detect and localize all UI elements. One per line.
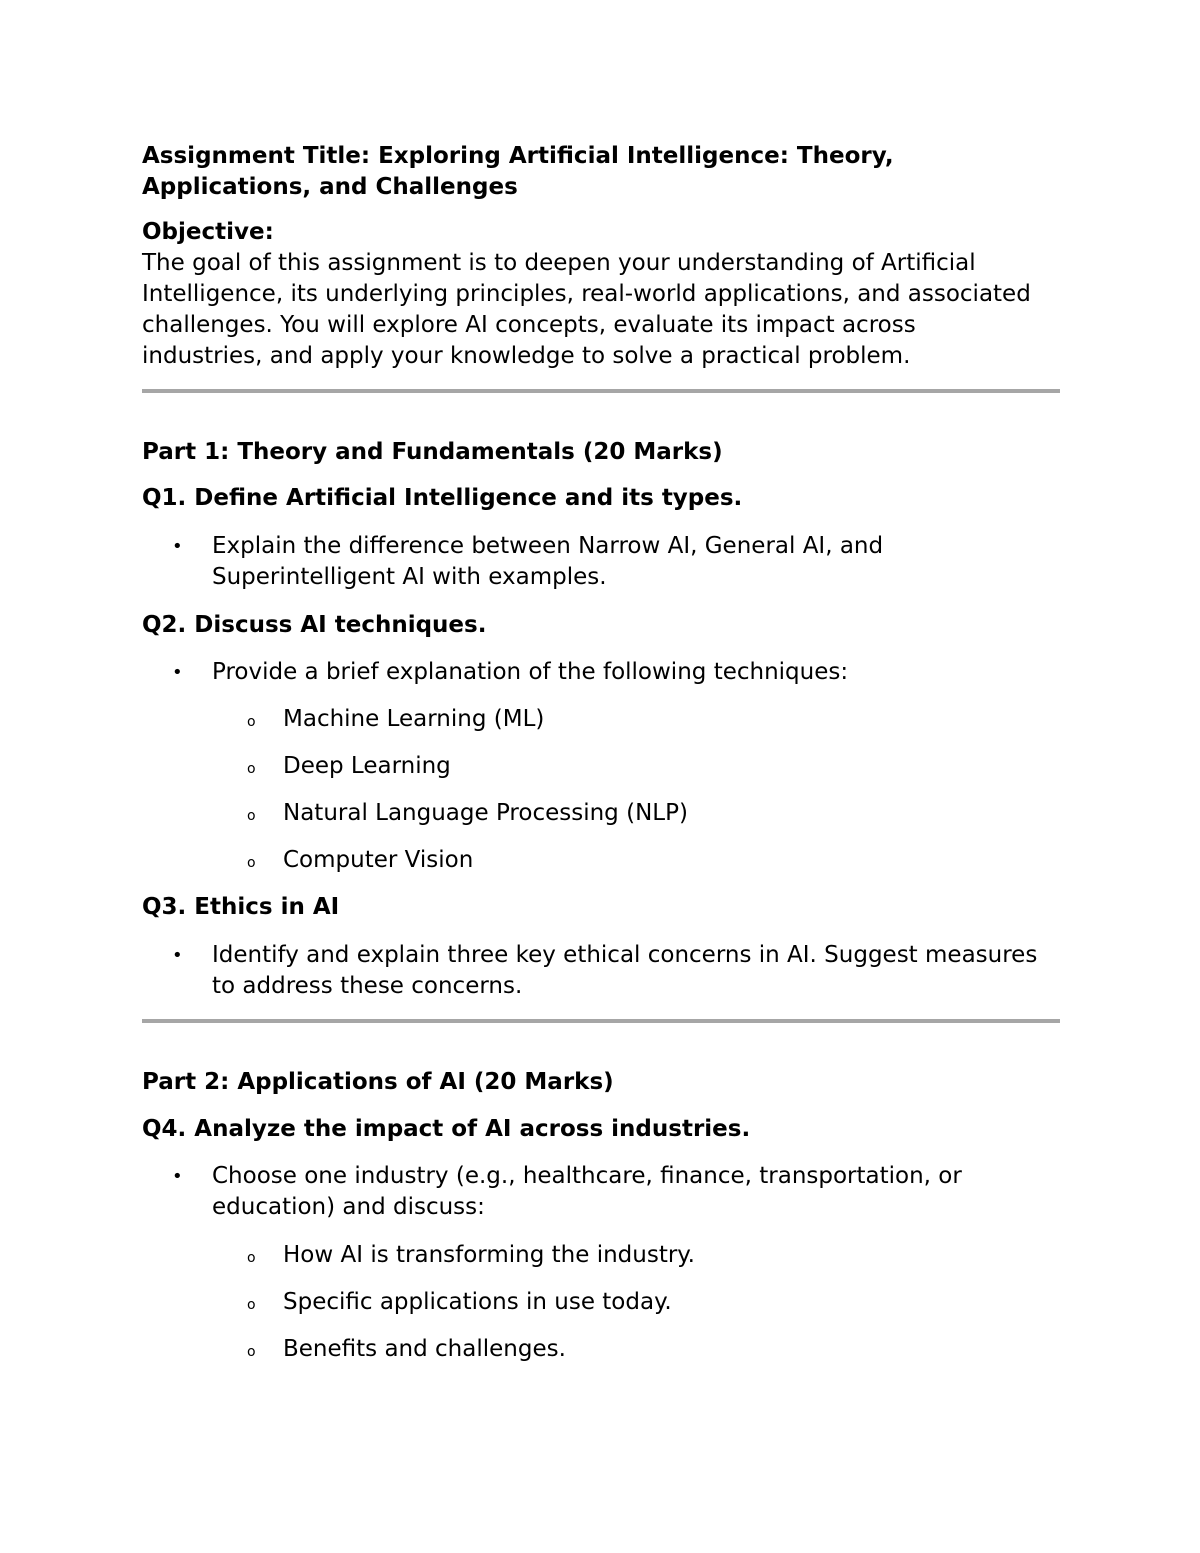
- q1-heading: Q1. Define Artificial Intelligence and its types.: [142, 485, 743, 511]
- sub-bullet-icon: o: [247, 714, 256, 730]
- q4-sub-item-text: How AI is transforming the industry.: [283, 1242, 695, 1268]
- q1-bullet: [142, 531, 1060, 593]
- q2-sub-item: [142, 845, 1060, 876]
- bullet-icon: •: [172, 662, 183, 683]
- q1-bullet-line-2: Superintelligent AI with examples.: [212, 564, 607, 590]
- objective-line-3: challenges. You will explore AI concepts, evaluate its impact across: [142, 312, 916, 338]
- q2-sub-item-text: Machine Learning (ML): [283, 706, 545, 732]
- q2-sub-item-text: Deep Learning: [283, 753, 451, 779]
- q3-bullet-line-2: to address these concerns.: [212, 973, 523, 999]
- q1-bullet-line-1: Explain the difference between Narrow AI, General AI, and: [212, 533, 884, 559]
- section-divider: [142, 389, 1060, 393]
- section-divider: [142, 1019, 1060, 1023]
- q2-sub-item-text: Computer Vision: [283, 847, 474, 873]
- q4-sub-item: [142, 1240, 1060, 1271]
- sub-bullet-icon: o: [247, 1297, 256, 1313]
- part2-heading: Part 2: Applications of AI (20 Marks): [142, 1069, 614, 1095]
- sub-bullet-icon: o: [247, 855, 256, 871]
- sub-bullet-icon: o: [247, 1250, 256, 1266]
- objective-line-1: The goal of this assignment is to deepen your understanding of Artificial: [142, 250, 976, 276]
- q4-sub-item: [142, 1287, 1060, 1318]
- q4-sub-item-text: Benefits and challenges.: [283, 1336, 566, 1362]
- bullet-icon: •: [172, 945, 183, 966]
- q4-sub-item: [142, 1334, 1060, 1365]
- objective-line-2: Intelligence, its underlying principles, real-world applications, and associated: [142, 281, 1031, 307]
- q2-bullet-text: Provide a brief explanation of the following techniques:: [212, 659, 849, 685]
- objective-line-4: industries, and apply your knowledge to solve a practical problem.: [142, 343, 911, 369]
- q2-sub-item: [142, 751, 1060, 782]
- q2-sub-item-text: Natural Language Processing (NLP): [283, 800, 688, 826]
- q4-sub-item-text: Specific applications in use today.: [283, 1289, 672, 1315]
- q2-sub-item: [142, 798, 1060, 829]
- bullet-icon: •: [172, 536, 183, 557]
- q3-heading: Q3. Ethics in AI: [142, 894, 340, 920]
- q4-bullet-line-2: education) and discuss:: [212, 1194, 485, 1220]
- bullet-icon: •: [172, 1166, 183, 1187]
- q4-bullet: [142, 1161, 1060, 1223]
- document-page: [142, 141, 1060, 1365]
- q2-sub-item: [142, 704, 1060, 735]
- sub-bullet-icon: o: [247, 761, 256, 777]
- sub-bullet-icon: o: [247, 808, 256, 824]
- objective-label: Objective:: [142, 219, 274, 245]
- q2-bullet: [142, 657, 1060, 688]
- part1-heading: Part 1: Theory and Fundamentals (20 Marks): [142, 439, 723, 465]
- q4-bullet-line-1: Choose one industry (e.g., healthcare, finance, transportation, or: [212, 1163, 962, 1189]
- q3-bullet-line-1: Identify and explain three key ethical concerns in AI. Suggest measures: [212, 942, 1038, 968]
- q2-heading: Q2. Discuss AI techniques.: [142, 612, 487, 638]
- assignment-title-line-1: Assignment Title: Exploring Artificial Intelligence: Theory,: [142, 143, 894, 169]
- q4-heading: Q4. Analyze the impact of AI across industries.: [142, 1116, 751, 1142]
- sub-bullet-icon: o: [247, 1344, 256, 1360]
- assignment-title-line-2: Applications, and Challenges: [142, 174, 518, 200]
- q3-bullet: [142, 940, 1060, 1002]
